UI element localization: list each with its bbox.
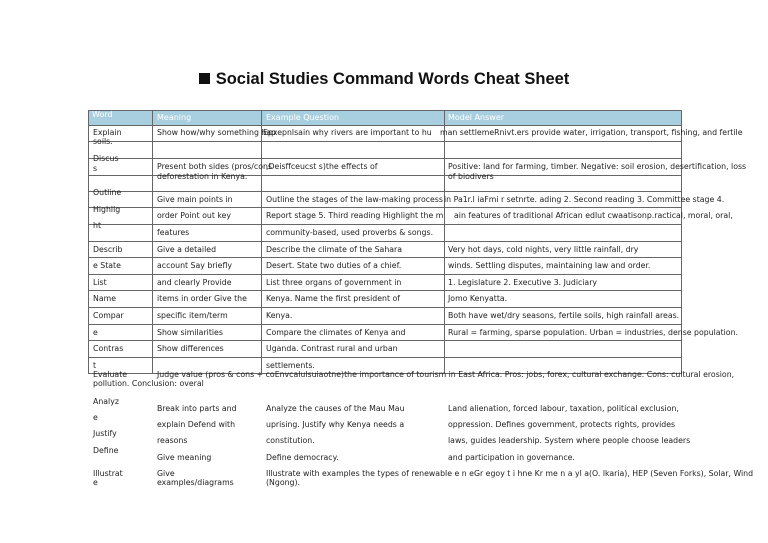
word-contrast-cont: t [93, 361, 97, 370]
example-contrast: Uganda. Contrast rural and urban [266, 344, 398, 353]
example-discuss-cont: deforestation in Kenya. [157, 172, 248, 181]
word-contrast: Contras [93, 344, 124, 353]
meaning-name: items in order Give the [157, 294, 247, 303]
example-state: Desert. State two duties of a chief. [266, 261, 402, 270]
answer-explain: man settlemeRnivt.ers provide water, irrigation, transport, fishing, and fertile [440, 128, 743, 137]
meaning-illustrate: Give [157, 469, 175, 478]
answer-justify: oppression. Defines government, protects rights, provides [448, 420, 676, 429]
answer-discuss: Positive: land for farming, timber. Negative: soil erosion, desertification, loss [448, 162, 747, 171]
example-contrast-cont: settlements. [266, 361, 315, 370]
table-line [88, 274, 682, 275]
title-text: Social Studies Command Words Cheat Sheet [215, 70, 570, 88]
evaluate-text-cont: pollution. Conclusion: overal [93, 379, 204, 388]
example-justify: uprising. Justify why Kenya needs a [266, 420, 405, 429]
meaning-justify: reasons [157, 436, 188, 445]
table-line [88, 110, 682, 111]
meaning-contrast: Show differences [157, 344, 224, 353]
word-define: Define [93, 446, 119, 455]
table-line [88, 290, 682, 291]
table-line [152, 110, 153, 373]
answer-discuss-cont: of biodivers [448, 172, 494, 181]
meaning-features: features [157, 228, 190, 237]
example-outline: Outline the stages of the law-making process [266, 195, 443, 204]
table-line [88, 125, 682, 126]
word-highlight: Highlig [93, 205, 121, 214]
answer-describe: Very hot days, cold nights, very little rainfall, dry [448, 245, 639, 254]
table-line [261, 110, 262, 373]
answer-compare: Both have wet/dry seasons, fertile soils, high rainfall areas. [448, 311, 680, 320]
table-line [444, 110, 445, 373]
example-discuss: ,Deisffceucst s)the effects of [266, 162, 378, 171]
table-line [88, 307, 682, 308]
word-highlight-cont: ht [93, 221, 101, 230]
answer-name: Jomo Kenyatta. [448, 294, 508, 303]
answer-outline: in Pa1r.l iaFmi r setnrte. ading 2. Second reading 3. Committee stage 4. [444, 195, 725, 204]
table-line [88, 110, 89, 373]
meaning-describe: Give a detailed [157, 245, 217, 254]
example-name: Kenya. Name the first president of [266, 294, 401, 303]
example-analyze: Analyze the causes of the Mau Mau [266, 404, 405, 413]
meaning-defend: explain Defend with [157, 420, 236, 429]
example-features: community-based, used proverbs & songs. [266, 228, 434, 237]
header-meaning: Meaning [157, 113, 192, 122]
example-define: Define democracy. [266, 453, 339, 462]
example-explain: Epxepnlsain why rivers are important to hu [263, 128, 432, 137]
table-line [88, 141, 682, 142]
square-bullet-icon [199, 73, 210, 84]
answer-rural-urban: Rural = farming, sparse population. Urban = industries, dense population. [448, 328, 738, 337]
answer-highlight: ain features of traditional African edlut cwaatisonp.ractical, moral, oral, [454, 211, 733, 220]
example-illustrate-cont: (Ngong). [266, 478, 301, 487]
example-describe: Describe the climate of the Sahara [266, 245, 403, 254]
meaning-outline: Give main points in [157, 195, 233, 204]
word-name: Name [93, 294, 117, 303]
page-title [0, 70, 768, 89]
word-describe: Describ [93, 245, 123, 254]
answer-state: winds. Settling disputes, maintaining law and order. [448, 261, 651, 270]
answer-justify-cont: laws, guides leadership. System where people choose leaders [448, 436, 691, 445]
evaluate-text: Judge value (pros & cons + coEnvcalulsuiaotne)the importance of tourism in East Africa. Pros: jobs, forex, cultural exchange. Cons: cultural erosion, [157, 370, 735, 379]
example-justify-cont: constitution. [266, 436, 315, 445]
word-compare-cont: e [93, 328, 98, 337]
word-list: List [93, 278, 107, 287]
table-line [88, 191, 682, 192]
meaning-illustrate-cont: examples/diagrams [157, 478, 234, 487]
meaning-compare: specific item/term [157, 311, 228, 320]
table-line [88, 158, 682, 159]
header-word: Word [92, 110, 113, 119]
meaning-list: and clearly Provide [157, 278, 232, 287]
meaning-define: Give meaning [157, 453, 212, 462]
example-illustrate: Illustrate with examples the types of renewable e n eGr egoy t i hne Kr me n a yl a(O. lkaria), HEP (Seven Forks), Solar, Wind [266, 469, 754, 478]
meaning-state: account Say briefly [157, 261, 233, 270]
table-line [88, 241, 682, 242]
answer-list: 1. Legislature 2. Executive 3. Judiciary [448, 278, 598, 287]
word-compare: Compar [93, 311, 124, 320]
meaning-explain: Show how/why something hap [157, 128, 277, 137]
word-justify: Justify [93, 429, 117, 438]
word-analyze-cont: e [93, 413, 98, 422]
word-illustrate: Illustrat [93, 469, 123, 478]
word-explain: Explain [93, 128, 122, 137]
word-state: e State [93, 261, 121, 270]
meaning-highlight: order Point out key [157, 211, 232, 220]
word-illustrate-cont: e [93, 478, 98, 487]
header-answer: Model Answer [448, 113, 505, 122]
table-line [88, 357, 682, 358]
table-line [88, 324, 682, 325]
example-compare-climates: Compare the climates of Kenya and [266, 328, 406, 337]
table-line [88, 207, 682, 208]
word-discuss: Discus [93, 154, 119, 163]
meaning-similarities: Show similarities [157, 328, 223, 337]
word-discuss-cont: s [93, 164, 98, 173]
meaning-discuss: Present both sides (pros/cons [157, 162, 272, 171]
example-compare: Kenya. [266, 311, 293, 320]
example-list: List three organs of government in [266, 278, 402, 287]
table-line [88, 257, 682, 258]
table-line [88, 340, 682, 341]
meaning-analyze: Break into parts and [157, 404, 237, 413]
header-example: Example Question [266, 113, 340, 122]
word-analyze: Analyz [93, 397, 119, 406]
example-highlight: Report stage 5. Third reading Highlight the m [266, 211, 444, 220]
answer-define: and participation in governance. [448, 453, 575, 462]
table-line [88, 224, 682, 225]
word-outline: Outline [93, 188, 122, 197]
word-evaluate: Evaluate [93, 370, 128, 379]
answer-analyze: Land alienation, forced labour, taxation, political exclusion, [448, 404, 679, 413]
word-explain-cont: soils. [93, 137, 113, 146]
